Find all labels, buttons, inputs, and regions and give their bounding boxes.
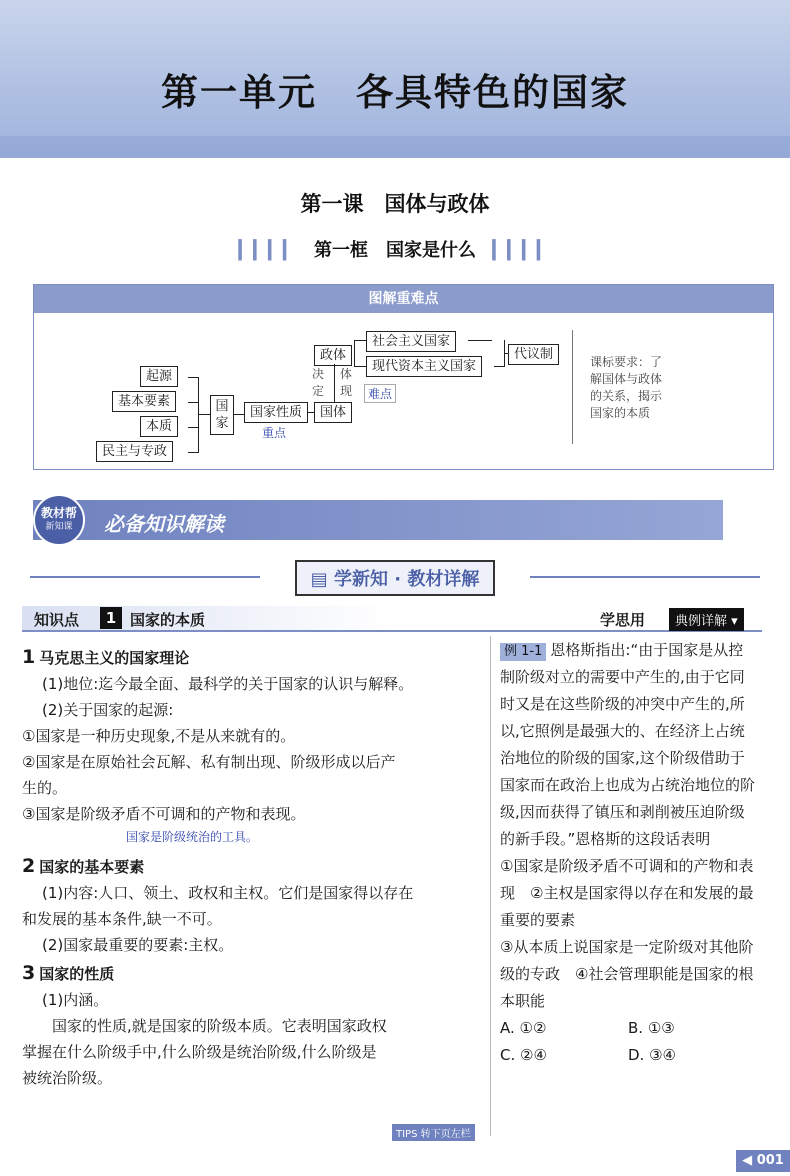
node-parliament: 代议制 [508,344,559,365]
page-number [736,1150,790,1172]
heading-number: 1 [22,646,36,668]
handwritten-key: 重点 [262,426,287,440]
column-divider [490,636,491,1136]
example-tag [669,608,744,631]
connector [354,340,366,341]
paragraph: ③国家是阶级矛盾不可调和的产物和表现。 [22,805,306,823]
node-socialist: 社会主义国家 [366,331,456,352]
section-title-text: 第一框 国家是什么 [314,240,476,261]
badge-top: 教材帮 [40,506,77,520]
connector [468,340,492,341]
handwritten-note: 国家是阶级统治的工具。 [126,830,259,844]
answer-options [500,1015,756,1069]
xuexin-heading [0,560,790,596]
tips-label: TIPS 转下页左栏 [392,1124,475,1141]
paragraph: (1)内容:人口、领土、政权和主权。它们是国家得以存在 [42,884,414,902]
node-elements: 基本要素 [112,391,176,412]
example-number: 1-1 [521,644,543,659]
xuexin-box [295,560,496,596]
kp-name: 国家的本质 [130,611,206,629]
node-democracy: 民主与专政 [96,441,173,462]
paragraph: ①国家是一种历史现象,不是从来就有的。 [22,727,296,745]
heading-text: 国家的基本要素 [39,858,145,876]
notebook-icon: ▤ [310,569,334,590]
helper-badge [33,494,85,546]
option-a[interactable]: A. ①② [500,1019,547,1037]
left-column [22,642,482,1091]
heading-2 [22,853,482,880]
paragraph: 生的。 [22,779,68,797]
option-b[interactable]: B. ①③ [628,1019,675,1037]
lesson-title: 第一课 国体与政体 [300,192,490,216]
label-decide: 决定 [312,367,325,398]
connector [198,377,199,453]
heading-1 [22,644,482,671]
caret-down-icon: ▾ [731,614,738,629]
requirement-line: 国家的本质 [590,406,651,420]
paragraph: (2)国家最重要的要素:主权。 [42,936,234,954]
section-title [0,236,790,262]
diagram-header: 图解重难点 [34,285,773,313]
paragraph: (1)地位:迄今最全面、最科学的关于国家的认识与解释。 [42,675,414,693]
connector [494,366,504,367]
paragraph: 和发展的基本条件,缺一不可。 [22,910,222,928]
page-number-text: 001 [756,1153,784,1168]
decorative-bars-left: ▎▎▎▎ [238,240,298,261]
node-capitalist: 现代资本主义国家 [366,356,482,377]
paragraph: 国家的性质,就是国家的阶级本质。它表明国家政权 [52,1017,387,1035]
right-column [500,637,756,1069]
heading-number: 3 [22,962,36,984]
connector [188,377,198,378]
question-text: 恩格斯指出:“由于国家是从控制阶级对立的需要中产生的,由于它同时又是在这些阶级的冲突中产生的,所以,它照例是最强大的、在经济上占统治地位的阶级的国家,这个阶级借助于国家而在政治上也成为占统治地位的阶级,因而获得了镇压和剥削被压迫阶级的新手段。”恩格斯的这段话表明 [500,641,756,848]
badge-bottom: 新知课 [45,522,73,532]
arrow-left-icon: ◀ [742,1153,757,1168]
helper-title: 必备知识解读 [104,512,224,536]
option-d[interactable]: D. ③④ [628,1046,676,1064]
node-state: 国家 [210,395,234,435]
requirement-line: 的关系，揭示 [590,389,663,403]
requirement-line: 课标要求：了 [590,355,663,369]
node-origin: 起源 [140,366,178,387]
handwritten-difficult: 难点 [364,384,396,403]
example-tag-text: 典例详解 [675,614,728,629]
paragraph: ②国家是在原始社会瓦解、私有制出现、阶级形成以后产 [22,753,396,771]
statements-1: ①国家是阶级矛盾不可调和的产物和表现 ②主权是国家得以存在和发展的最重要的要素 [500,857,754,929]
node-regime: 政体 [314,345,352,366]
connector [188,452,198,453]
paragraph: 被统治阶级。 [22,1069,113,1087]
statements-2: ③从本质上说国家是一定阶级对其他阶级的专政 ④社会管理职能是国家的根本职能 [500,938,754,1010]
heading-text: 马克思主义的国家理论 [39,649,190,667]
paragraph: 掌握在什么阶级手中,什么阶级是统治阶级,什么阶级是 [22,1043,377,1061]
unit-title: 第一单元 各具特色的国家 [161,71,629,114]
connector [188,427,198,428]
node-guoti: 国体 [314,402,352,423]
xuexin-text: 学新知 · 教材详解 [333,569,480,590]
paragraph: (1)内涵。 [42,991,109,1009]
decorative-bars-right: ▎▎▎▎ [492,240,552,261]
connector [354,340,355,367]
node-essence: 本质 [140,416,178,437]
label-embody: 体现 [340,367,353,398]
paragraph: (2)关于国家的起源: [42,701,174,719]
heading-text: 国家的性质 [39,965,115,983]
example-label [500,643,546,661]
bracket [572,330,573,444]
connector [198,414,210,415]
connector [234,414,244,415]
example-question [500,637,756,853]
connector [188,402,198,403]
kp-label: 知识点 [34,611,80,629]
example-prefix: 例 [504,644,518,659]
requirement-line: 解国体与政体 [590,372,663,386]
arrow-line [334,364,335,402]
heading-number: 2 [22,855,36,877]
course-requirement [590,354,662,422]
xsy-label: 学思用 [600,611,646,629]
option-c[interactable]: C. ②④ [500,1046,547,1064]
connector [354,366,366,367]
heading-3 [22,960,482,987]
kp-number: 1 [100,607,122,629]
node-nature: 国家性质 [244,402,308,423]
